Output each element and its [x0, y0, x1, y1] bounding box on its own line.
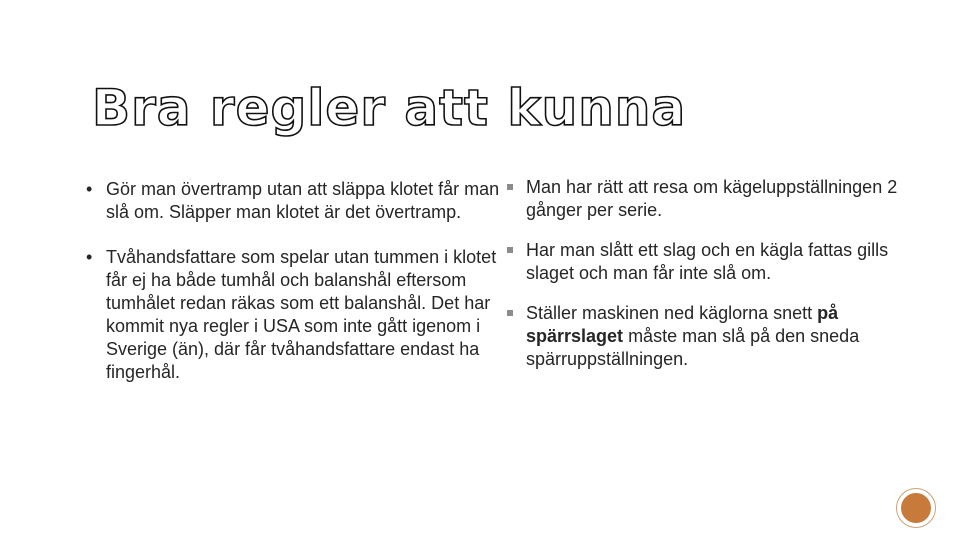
square-bullet-icon — [507, 184, 513, 190]
slide-title: Bra regler att kunna — [92, 79, 687, 137]
right-list-item-text: Ställer maskinen ned käglorna snett — [526, 303, 818, 323]
left-bullet-list — [86, 178, 506, 406]
slide-badge-fill — [901, 493, 931, 523]
right-list-item — [506, 302, 906, 371]
round-bullet-icon: • — [86, 247, 93, 267]
right-bullet-list — [506, 176, 906, 388]
square-bullet-icon — [507, 310, 513, 316]
right-list-item — [506, 176, 906, 222]
right-list-item-text: Har man slått ett slag och en kägla fattas gills slaget och man får inte slå om. — [526, 240, 889, 283]
left-list-item — [86, 178, 506, 224]
right-list-item — [506, 239, 906, 285]
left-list-item-text: Gör man övertramp utan att släppa klotet får man slå om. Släpper man klotet är det övertramp. — [106, 179, 500, 222]
right-list-item-bold-text: på spärrslaget — [526, 303, 839, 346]
left-list-item-text: Tvåhandsfattare som spelar utan tummen i klotet får ej ha både tumhål och balanshål eftersom tumhålet redan räkas som ett balanshål. Det har kommit nya regler i USA som inte gått igenom i Sverige (än), där får tvåhandsfattare endast ha fingerhål. — [106, 247, 497, 382]
slide-badge-icon — [896, 488, 936, 528]
right-list-item-text: Man har rätt att resa om kägeluppställningen 2 gånger per serie. — [526, 177, 898, 220]
left-list-item — [86, 246, 506, 384]
round-bullet-icon: • — [86, 179, 93, 199]
right-list-item-text-end: måste man slå på den sneda spärruppställningen. — [526, 326, 860, 369]
square-bullet-icon — [507, 247, 513, 253]
